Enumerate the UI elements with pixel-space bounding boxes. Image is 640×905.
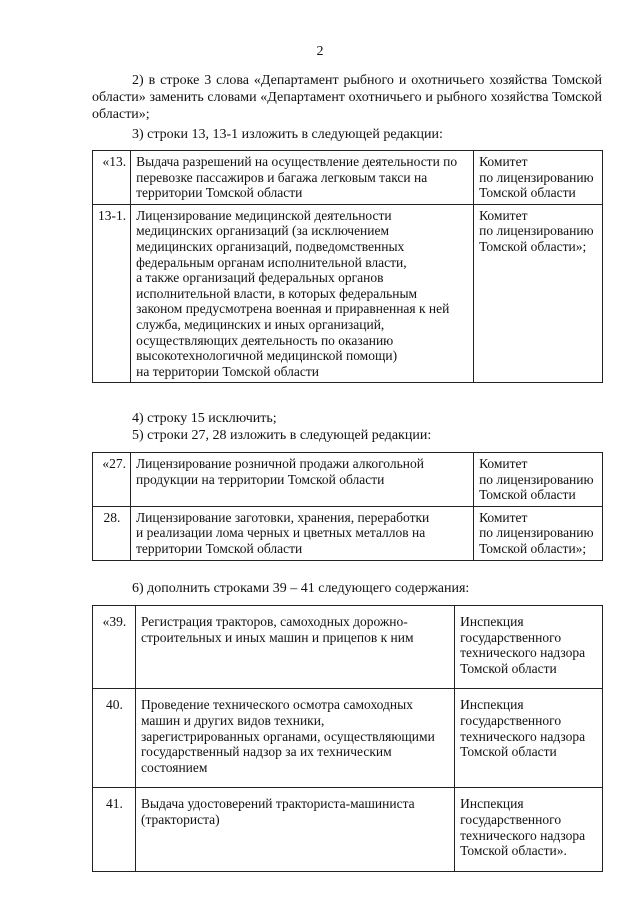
row-number: 28.	[93, 506, 131, 560]
service-cell: Лицензирование розничной продажи алкогольной продукции на территории Томской области	[130, 453, 473, 507]
row-number: «13.	[93, 151, 131, 205]
agency-cell: Комитет по лицензированию Томской области	[474, 151, 603, 205]
paragraph-item-5: 5) строки 27, 28 изложить в следующей редакции:	[132, 428, 432, 443]
service-cell: Лицензирование заготовки, хранения, переработки и реализации лома черных и цветных металлов на территории Томской области	[130, 506, 473, 560]
table-row	[93, 506, 603, 560]
page-number: 2	[316, 44, 324, 59]
table-row	[93, 204, 603, 383]
paragraph-item-6: 6) дополнить строками 39 – 41 следующего содержания:	[132, 581, 470, 596]
paragraph-item-3: 3) строки 13, 13-1 изложить в следующей редакции:	[132, 127, 443, 142]
service-cell: Лицензирование медицинской деятельности медицинских организаций (за исключением медицинских организаций, подведомственных федеральным органам исполнительной власти, а также организаций федеральных органов исполнительной власти, в которых федеральным законом предусмотрена военная и приравненная к ней служба, медицинских и иных организаций, осуществляющих деятельность по оказанию высокотехнологичной медицинской помощи) на территории Томской области	[131, 204, 474, 383]
table-row	[93, 453, 603, 507]
paragraph-item-4: 4) строку 15 исключить;	[132, 411, 277, 426]
row-number: «39.	[93, 606, 136, 689]
row-number: «27.	[93, 453, 131, 507]
table-rows-39-41	[92, 605, 603, 872]
agency-cell: Комитет по лицензированию Томской области»;	[474, 204, 603, 383]
agency-cell: Инспекция государственного технического надзора Томской области».	[455, 788, 603, 871]
row-number: 41.	[93, 788, 136, 871]
table-row	[93, 606, 603, 689]
table-row	[93, 788, 603, 871]
paragraph-item-2: 2) в строке 3 слова «Департамент рыбного и охотничьего хозяйства Томской области» заменить словами «Департамент охотничьего и рыбного хозяйства Томской области»;	[92, 73, 602, 122]
service-cell: Проведение технического осмотра самоходных машин и других видов техники, зарегистрированных органами, осуществляющими государственный надзор за их техническим состоянием	[135, 689, 454, 788]
table-row	[93, 689, 603, 788]
service-cell: Выдача разрешений на осуществление деятельности по перевозке пассажиров и багажа легковым такси на территории Томской области	[131, 151, 474, 205]
agency-cell: Инспекция государственного технического надзора Томской области	[455, 689, 603, 788]
table-row	[93, 151, 603, 205]
row-number: 40.	[93, 689, 136, 788]
table-rows-27-28	[92, 452, 603, 561]
service-cell: Выдача удостоверений тракториста-машиниста (тракториста)	[135, 788, 454, 871]
agency-cell: Комитет по лицензированию Томской области	[474, 453, 603, 507]
table-rows-13	[92, 150, 603, 383]
agency-cell: Инспекция государственного технического надзора Томской области	[455, 606, 603, 689]
service-cell: Регистрация тракторов, самоходных дорожно- строительных и иных машин и прицепов к ним	[135, 606, 454, 689]
agency-cell: Комитет по лицензированию Томской области»;	[474, 506, 603, 560]
row-number: 13-1.	[93, 204, 131, 383]
